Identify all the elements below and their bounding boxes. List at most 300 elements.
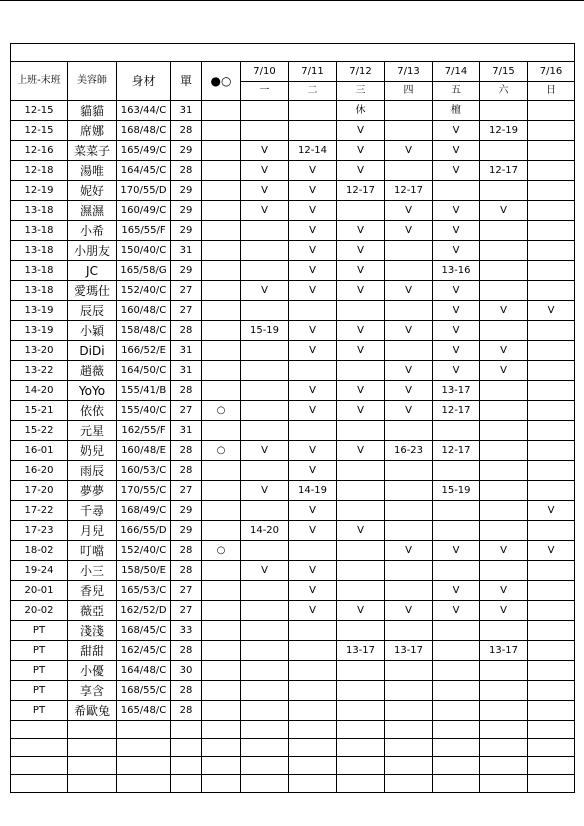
table-row: [11, 541, 575, 561]
day-cell: [528, 381, 575, 401]
day-cell: [528, 401, 575, 421]
day-cell: 15-19: [241, 321, 289, 341]
schedule-sheet: [10, 43, 575, 793]
mark-cell: ○: [202, 541, 241, 561]
day-cell: 13-17: [433, 381, 480, 401]
empty-row: [11, 757, 575, 775]
body-stats-cell: 165/49/C: [117, 141, 171, 161]
day-cell: V: [289, 181, 337, 201]
day-cell: [289, 681, 337, 701]
order-count-cell: 27: [171, 281, 202, 301]
body-stats-cell: 152/40/C: [117, 281, 171, 301]
day-cell: V: [480, 581, 528, 601]
shift-cell: 13-19: [11, 301, 68, 321]
shift-cell: 13-18: [11, 221, 68, 241]
stylist-name-cell: 小朋友: [68, 241, 117, 261]
empty-row: [11, 739, 575, 757]
day-cell: [385, 461, 433, 481]
mark-cell: ○: [202, 401, 241, 421]
empty-cell: [68, 757, 117, 775]
day-cell: [241, 401, 289, 421]
day-cell: V: [289, 241, 337, 261]
day-cell: V: [241, 481, 289, 501]
table-row: [11, 361, 575, 381]
day-cell: 13-16: [433, 261, 480, 281]
day-cell: [241, 501, 289, 521]
empty-cell: [202, 721, 241, 739]
header-date: 7/15: [480, 62, 528, 82]
order-count-cell: 28: [171, 561, 202, 581]
day-cell: [337, 581, 385, 601]
stylist-name-cell: 淺淺: [68, 621, 117, 641]
day-cell: [480, 381, 528, 401]
day-cell: [528, 661, 575, 681]
table-row: [11, 641, 575, 661]
day-cell: [241, 701, 289, 721]
empty-cell: [480, 721, 528, 739]
empty-cell: [68, 775, 117, 793]
empty-cell: [385, 757, 433, 775]
shift-cell: 12-15: [11, 121, 68, 141]
day-cell: [385, 421, 433, 441]
shift-cell: 13-18: [11, 241, 68, 261]
day-cell: [241, 381, 289, 401]
day-cell: V: [241, 201, 289, 221]
day-cell: [289, 301, 337, 321]
table-row: [11, 681, 575, 701]
day-cell: [385, 261, 433, 281]
body-stats-cell: 155/41/B: [117, 381, 171, 401]
table-row: [11, 701, 575, 721]
day-cell: V: [241, 281, 289, 301]
order-count-cell: 27: [171, 301, 202, 321]
day-cell: V: [289, 521, 337, 541]
body-stats-cell: 155/40/C: [117, 401, 171, 421]
day-cell: [241, 261, 289, 281]
day-cell: V: [385, 221, 433, 241]
empty-cell: [337, 757, 385, 775]
order-count-cell: 31: [171, 421, 202, 441]
day-cell: [480, 621, 528, 641]
empty-row: [11, 775, 575, 793]
day-cell: [241, 361, 289, 381]
day-cell: [528, 621, 575, 641]
day-cell: [289, 101, 337, 121]
day-cell: V: [385, 541, 433, 561]
body-stats-cell: 160/53/C: [117, 461, 171, 481]
day-cell: V: [289, 161, 337, 181]
empty-cell: [11, 739, 68, 757]
day-cell: V: [337, 601, 385, 621]
day-cell: 12-17: [337, 181, 385, 201]
day-cell: V: [385, 381, 433, 401]
day-cell: [385, 521, 433, 541]
day-cell: [480, 561, 528, 581]
table-row: [11, 261, 575, 281]
day-cell: V: [433, 161, 480, 181]
mark-cell: [202, 621, 241, 641]
mark-cell: [202, 481, 241, 501]
day-cell: [337, 361, 385, 381]
day-cell: V: [528, 541, 575, 561]
stylist-name-cell: 小優: [68, 661, 117, 681]
order-count-cell: 28: [171, 461, 202, 481]
day-cell: V: [385, 321, 433, 341]
day-cell: [385, 161, 433, 181]
body-stats-cell: 152/40/C: [117, 541, 171, 561]
day-cell: V: [337, 341, 385, 361]
mark-cell: [202, 661, 241, 681]
stylist-name-cell: 叮噹: [68, 541, 117, 561]
day-cell: [480, 401, 528, 421]
day-cell: [528, 161, 575, 181]
table-row: [11, 301, 575, 321]
day-cell: [289, 421, 337, 441]
order-count-cell: 27: [171, 481, 202, 501]
day-cell: V: [289, 501, 337, 521]
day-cell: 12-17: [433, 441, 480, 461]
day-cell: [337, 201, 385, 221]
day-cell: [433, 461, 480, 481]
header-row-dates: [11, 62, 575, 82]
day-cell: V: [241, 141, 289, 161]
header-weekday: 一: [241, 82, 289, 101]
day-cell: [241, 461, 289, 481]
stylist-name-cell: 雨辰: [68, 461, 117, 481]
order-count-cell: 28: [171, 161, 202, 181]
day-cell: V: [480, 201, 528, 221]
day-cell: [480, 461, 528, 481]
empty-cell: [433, 739, 480, 757]
day-cell: V: [241, 561, 289, 581]
day-cell: [337, 461, 385, 481]
day-cell: [528, 461, 575, 481]
stylist-name-cell: 小希: [68, 221, 117, 241]
day-cell: [480, 521, 528, 541]
table-row: [11, 661, 575, 681]
mark-cell: [202, 561, 241, 581]
empty-cell: [528, 775, 575, 793]
day-cell: V: [433, 361, 480, 381]
stylist-name-cell: 依依: [68, 401, 117, 421]
day-cell: [385, 681, 433, 701]
day-cell: [241, 581, 289, 601]
day-cell: [528, 121, 575, 141]
empty-cell: [480, 757, 528, 775]
day-cell: 13-17: [480, 641, 528, 661]
day-cell: V: [289, 441, 337, 461]
shift-cell: 20-02: [11, 601, 68, 621]
day-cell: [241, 681, 289, 701]
order-count-cell: 28: [171, 641, 202, 661]
stylist-name-cell: 貓貓: [68, 101, 117, 121]
shift-cell: PT: [11, 621, 68, 641]
table-row: [11, 561, 575, 581]
empty-cell: [171, 739, 202, 757]
table-row: [11, 521, 575, 541]
mark-cell: [202, 421, 241, 441]
day-cell: V: [433, 141, 480, 161]
shift-cell: 13-19: [11, 321, 68, 341]
order-count-cell: 28: [171, 701, 202, 721]
body-stats-cell: 162/55/F: [117, 421, 171, 441]
body-stats-cell: 168/49/C: [117, 501, 171, 521]
day-cell: [385, 621, 433, 641]
day-cell: [337, 501, 385, 521]
day-cell: [337, 621, 385, 641]
day-cell: V: [289, 461, 337, 481]
day-cell: V: [289, 581, 337, 601]
order-count-cell: 29: [171, 501, 202, 521]
day-cell: 16-23: [385, 441, 433, 461]
table-row: [11, 581, 575, 601]
order-count-cell: 29: [171, 521, 202, 541]
table-row: [11, 381, 575, 401]
mark-cell: [202, 461, 241, 481]
empty-cell: [528, 757, 575, 775]
day-cell: 12-14: [289, 141, 337, 161]
day-cell: [433, 421, 480, 441]
schedule-table: [10, 43, 575, 793]
page-top-rule: [0, 0, 584, 1]
day-cell: 12-17: [385, 181, 433, 201]
day-cell: 檀: [433, 101, 480, 121]
header-date: 7/11: [289, 62, 337, 82]
mark-cell: [202, 321, 241, 341]
order-count-cell: 28: [171, 541, 202, 561]
order-count-cell: 29: [171, 221, 202, 241]
stylist-name-cell: 辰辰: [68, 301, 117, 321]
stylist-name-cell: 小三: [68, 561, 117, 581]
header-mark: ●○: [202, 62, 241, 101]
header-weekday: 二: [289, 82, 337, 101]
shift-cell: 16-01: [11, 441, 68, 461]
day-cell: [241, 661, 289, 681]
header-weekday: 三: [337, 82, 385, 101]
mark-cell: [202, 601, 241, 621]
day-cell: [241, 621, 289, 641]
table-row: [11, 621, 575, 641]
day-cell: [385, 341, 433, 361]
empty-cell: [202, 739, 241, 757]
table-row: [11, 101, 575, 121]
order-count-cell: 31: [171, 241, 202, 261]
day-cell: [337, 541, 385, 561]
shift-cell: 14-20: [11, 381, 68, 401]
day-cell: V: [385, 361, 433, 381]
day-cell: [480, 421, 528, 441]
day-cell: [241, 221, 289, 241]
header-date: 7/16: [528, 62, 575, 82]
table-row: [11, 601, 575, 621]
day-cell: [385, 481, 433, 501]
day-cell: 15-19: [433, 481, 480, 501]
day-cell: [241, 421, 289, 441]
empty-cell: [171, 757, 202, 775]
day-cell: [241, 101, 289, 121]
day-cell: 12-17: [433, 401, 480, 421]
table-row: [11, 161, 575, 181]
order-count-cell: 28: [171, 121, 202, 141]
day-cell: [528, 321, 575, 341]
day-cell: [528, 261, 575, 281]
table-row: [11, 461, 575, 481]
body-stats-cell: 166/55/D: [117, 521, 171, 541]
day-cell: [528, 481, 575, 501]
empty-cell: [337, 721, 385, 739]
stylist-name-cell: 菜菜子: [68, 141, 117, 161]
stylist-name-cell: 希歐兔: [68, 701, 117, 721]
day-cell: [433, 681, 480, 701]
stylist-name-cell: 享含: [68, 681, 117, 701]
shift-cell: 12-16: [11, 141, 68, 161]
body-stats-cell: 158/50/E: [117, 561, 171, 581]
shift-cell: PT: [11, 701, 68, 721]
header-weekday: 日: [528, 82, 575, 101]
empty-cell: [68, 721, 117, 739]
day-cell: V: [385, 401, 433, 421]
stylist-name-cell: 趙薇: [68, 361, 117, 381]
empty-cell: [117, 757, 171, 775]
body-stats-cell: 162/45/C: [117, 641, 171, 661]
header-date: 7/10: [241, 62, 289, 82]
table-row: [11, 121, 575, 141]
shift-cell: 15-22: [11, 421, 68, 441]
day-cell: [528, 101, 575, 121]
empty-cell: [117, 775, 171, 793]
empty-cell: [433, 775, 480, 793]
table-row: [11, 481, 575, 501]
day-cell: [433, 621, 480, 641]
day-cell: V: [433, 341, 480, 361]
empty-cell: [385, 739, 433, 757]
day-cell: V: [480, 361, 528, 381]
day-cell: [433, 641, 480, 661]
day-cell: V: [337, 441, 385, 461]
mark-cell: [202, 701, 241, 721]
day-cell: V: [289, 201, 337, 221]
empty-cell: [480, 739, 528, 757]
body-stats-cell: 160/48/C: [117, 301, 171, 321]
day-cell: V: [337, 401, 385, 421]
day-cell: [385, 241, 433, 261]
day-cell: [528, 201, 575, 221]
mark-cell: [202, 361, 241, 381]
day-cell: 14-20: [241, 521, 289, 541]
shift-cell: 13-22: [11, 361, 68, 381]
day-cell: [337, 481, 385, 501]
order-count-cell: 28: [171, 441, 202, 461]
day-cell: V: [480, 341, 528, 361]
stylist-name-cell: 薇亞: [68, 601, 117, 621]
blank-top-row: [11, 44, 575, 62]
day-cell: [337, 561, 385, 581]
day-cell: [480, 261, 528, 281]
day-cell: [528, 221, 575, 241]
day-cell: V: [289, 341, 337, 361]
day-cell: [480, 501, 528, 521]
day-cell: 13-17: [337, 641, 385, 661]
day-cell: [528, 681, 575, 701]
day-cell: [337, 681, 385, 701]
day-cell: V: [385, 201, 433, 221]
header-body: 身材: [117, 62, 171, 101]
day-cell: V: [433, 321, 480, 341]
body-stats-cell: 150/40/C: [117, 241, 171, 261]
day-cell: [528, 281, 575, 301]
stylist-name-cell: 月兒: [68, 521, 117, 541]
stylist-name-cell: 元星: [68, 421, 117, 441]
day-cell: V: [433, 301, 480, 321]
day-cell: [528, 341, 575, 361]
empty-cell: [385, 775, 433, 793]
body-stats-cell: 166/52/E: [117, 341, 171, 361]
empty-cell: [171, 721, 202, 739]
day-cell: V: [433, 601, 480, 621]
mark-cell: [202, 301, 241, 321]
order-count-cell: 27: [171, 401, 202, 421]
stylist-name-cell: JC: [68, 261, 117, 281]
empty-cell: [241, 739, 289, 757]
mark-cell: ○: [202, 441, 241, 461]
body-stats-cell: 164/48/C: [117, 661, 171, 681]
empty-cell: [433, 757, 480, 775]
empty-cell: [117, 739, 171, 757]
day-cell: [528, 181, 575, 201]
order-count-cell: 30: [171, 661, 202, 681]
body-stats-cell: 165/58/G: [117, 261, 171, 281]
shift-cell: 13-18: [11, 201, 68, 221]
body-stats-cell: 160/49/C: [117, 201, 171, 221]
day-cell: V: [337, 381, 385, 401]
day-cell: V: [433, 221, 480, 241]
mark-cell: [202, 161, 241, 181]
day-cell: V: [433, 541, 480, 561]
order-count-cell: 29: [171, 181, 202, 201]
mark-cell: [202, 141, 241, 161]
stylist-name-cell: DiDi: [68, 341, 117, 361]
day-cell: [480, 221, 528, 241]
empty-cell: [289, 757, 337, 775]
empty-cell: [11, 721, 68, 739]
order-count-cell: 28: [171, 321, 202, 341]
body-stats-cell: 170/55/C: [117, 481, 171, 501]
table-row: [11, 441, 575, 461]
shift-cell: 19-24: [11, 561, 68, 581]
stylist-name-cell: 愛瑪仕: [68, 281, 117, 301]
shift-cell: 17-22: [11, 501, 68, 521]
day-cell: [480, 661, 528, 681]
empty-cell: [289, 775, 337, 793]
shift-cell: 13-18: [11, 281, 68, 301]
body-stats-cell: 168/48/C: [117, 121, 171, 141]
mark-cell: [202, 181, 241, 201]
shift-cell: 18-02: [11, 541, 68, 561]
shift-cell: 13-20: [11, 341, 68, 361]
shift-cell: 12-18: [11, 161, 68, 181]
header-stylist: 美容師: [68, 62, 117, 101]
day-cell: [528, 361, 575, 381]
day-cell: V: [289, 261, 337, 281]
day-cell: [337, 701, 385, 721]
table-row: [11, 221, 575, 241]
empty-cell: [117, 721, 171, 739]
body-stats-cell: 158/48/C: [117, 321, 171, 341]
header-date: 7/13: [385, 62, 433, 82]
day-cell: V: [337, 321, 385, 341]
empty-cell: [11, 775, 68, 793]
stylist-name-cell: 湯唯: [68, 161, 117, 181]
